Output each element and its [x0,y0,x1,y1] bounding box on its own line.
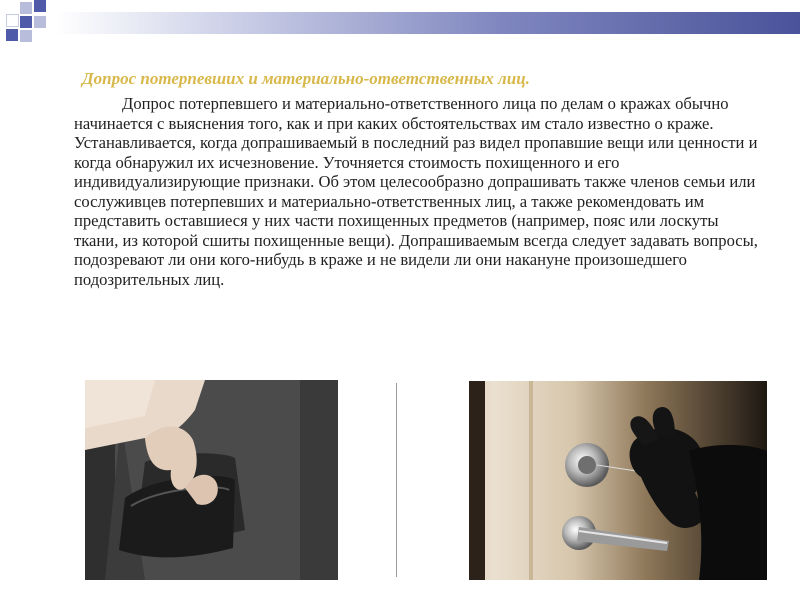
image-divider [396,383,397,577]
deco-square [20,30,32,42]
slide-body-text: Допрос потерпевшего и материально-ответственного лица по делам о кражах обычно начинается с выяснения того, как и при каких обстоятельствах им стало известно о краже. Устанавливается, когда допрашиваемый в последний раз видел пропавшие вещи или ценности и когда обнаружил их исчезновение. Уточняется стоимость похищенного и его индивидуализирующие признаки. Об этом целесообразно допрашивать также членов семьи или сослуживцев потерпевших и материально-ответственных лиц, а также рекомендовать им представить оставшиеся у них части похищенных предметов (например, пояс или лоскуты ткани, из которой сшиты похищенные вещи). Допрашиваемым всегда следует задавать вопросы, подозревают ли они кого-нибудь в краже и не видели ли они накануне произошедшего подозрительных лиц. [74,94,758,289]
deco-square [6,14,19,27]
wallet-theft-photo [85,380,338,580]
door-lock-illustration [469,381,767,580]
door-lock-photo [469,381,767,580]
deco-square [34,0,46,12]
deco-square [34,16,46,28]
wallet-theft-illustration [85,380,338,580]
deco-square [20,2,32,14]
slide-heading: Допрос потерпевших и материально-ответственных лиц. [82,69,530,88]
header-decoration [0,0,800,50]
deco-square [20,16,32,28]
logo-squares [0,0,60,50]
deco-square [6,29,18,41]
title-gradient-bar [56,12,800,34]
